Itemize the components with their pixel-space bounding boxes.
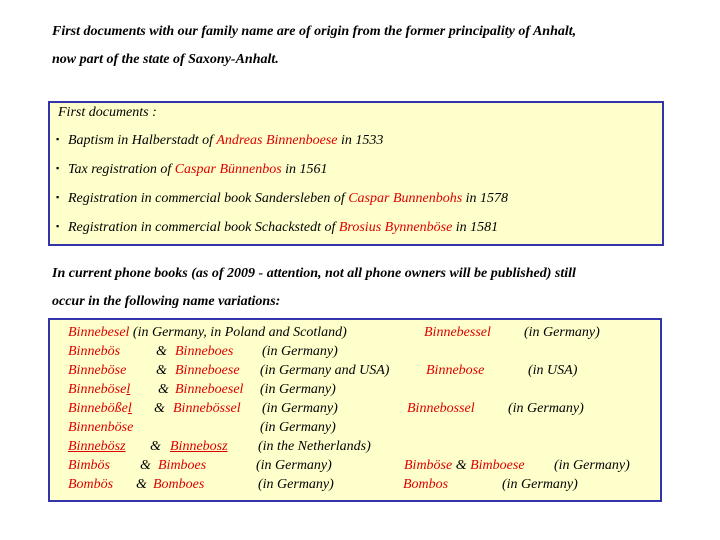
ampersand: & (158, 382, 169, 397)
variation-row (50, 420, 660, 439)
variation-region: (in Germany) (262, 344, 338, 359)
variation-region: (in Germany) (262, 401, 338, 416)
document-text: Registration in commercial book Schackstedt of (68, 220, 339, 235)
bullet-icon: ▪ (56, 221, 60, 231)
variation-name: Binnebös (68, 344, 121, 359)
variation-name: Bimböse (404, 458, 453, 473)
intro-line-2: now part of the state of Saxony-Anhalt. (52, 52, 279, 67)
phone-books-line-2: occur in the following name variations: (52, 294, 281, 309)
intro-line-1: First documents with our family name are of origin from the former principality of Anhalt, (52, 24, 577, 39)
phone-books-paragraph (52, 260, 692, 316)
variation-region: (in Germany) (258, 477, 334, 492)
ampersand: & (156, 344, 167, 359)
variation-name: Bomboes (153, 477, 205, 492)
variation-name: Binneböße (68, 401, 128, 416)
variation-name: Binnebossel (407, 401, 475, 416)
document-person-name: Brosius Bynnenböse (338, 220, 453, 235)
variation-name: Bimboese (470, 458, 525, 473)
variation-row (50, 363, 660, 382)
ampersand: & (455, 458, 467, 473)
variation-name: Binneböse (68, 363, 127, 378)
document-person-name: Caspar Bünnenbos (174, 162, 282, 177)
variation-region: (in USA) (528, 363, 578, 378)
document-text: Tax registration of (68, 162, 175, 177)
variation-row (50, 458, 660, 477)
variation-name: Binnenböse (68, 420, 134, 435)
document-year: in 1561 (281, 162, 328, 177)
variation-row (50, 477, 660, 496)
variation-name: Binneboese (175, 363, 240, 378)
variation-row (50, 344, 660, 363)
variation-region: (in Germany) (256, 458, 332, 473)
variation-region: (in Germany, in Poland and Scotland) (129, 325, 347, 340)
variation-name: Bimboes (158, 458, 207, 473)
variation-name: Bimbös (68, 458, 110, 473)
document-year: in 1533 (337, 133, 384, 148)
variation-name: Binneböse (68, 382, 127, 397)
document-person-name: Andreas Binnenboese (216, 133, 338, 148)
variation-row (50, 401, 660, 420)
bullet-icon: ▪ (56, 134, 60, 144)
ampersand: & (136, 477, 147, 492)
variation-name: Bombos (403, 477, 449, 492)
first-documents-box (48, 101, 664, 246)
variation-name: Bombös (68, 477, 114, 492)
variation-row (50, 325, 660, 344)
document-text: Baptism in Halberstadt of (68, 133, 217, 148)
document-person-name: Caspar Bunnenbohs (348, 191, 463, 206)
ampersand: & (140, 458, 151, 473)
variation-region: (in the Netherlands) (258, 439, 371, 454)
variation-name: Binnebössel (173, 401, 241, 416)
document-item (56, 191, 508, 207)
intro-paragraph (52, 18, 692, 74)
variation-region: (in Germany) (260, 382, 336, 397)
ampersand: & (150, 439, 161, 454)
variation-name: Binnebosz (170, 439, 228, 454)
document-item (56, 162, 328, 178)
bullet-icon: ▪ (56, 163, 60, 173)
variation-row (50, 382, 660, 401)
document-year: in 1578 (462, 191, 509, 206)
document-year: in 1581 (452, 220, 499, 235)
document-text: Registration in commercial book Sandersleben of (68, 191, 349, 206)
variation-region: (in Germany) (554, 458, 630, 473)
variation-region: (in Germany) (502, 477, 578, 492)
variation-name: Binnebesel (68, 325, 130, 340)
variation-name-suffix: l (127, 401, 132, 416)
ampersand: & (156, 363, 167, 378)
document-item (56, 220, 498, 236)
variation-region: (in Germany) (508, 401, 584, 416)
variation-name: Binnebösz (68, 439, 126, 454)
document-item (56, 133, 383, 149)
first-documents-heading: First documents : (58, 105, 157, 120)
variation-name: Binnebessel (424, 325, 491, 340)
phone-books-line-1: In current phone books (as of 2009 - attention, not all phone owners will be published) still (52, 266, 576, 281)
variation-name: Binneboesel (175, 382, 244, 397)
name-variations-box (48, 318, 662, 502)
variation-region: (in Germany and USA) (260, 363, 390, 378)
variation-region: (in Germany) (524, 325, 600, 340)
variation-row (50, 439, 660, 458)
bullet-icon: ▪ (56, 192, 60, 202)
variation-name: Binnebose (426, 363, 485, 378)
ampersand: & (154, 401, 165, 416)
variation-region: (in Germany) (260, 420, 336, 435)
variation-name-suffix: l (126, 382, 131, 397)
variation-name: Binneboes (175, 344, 234, 359)
